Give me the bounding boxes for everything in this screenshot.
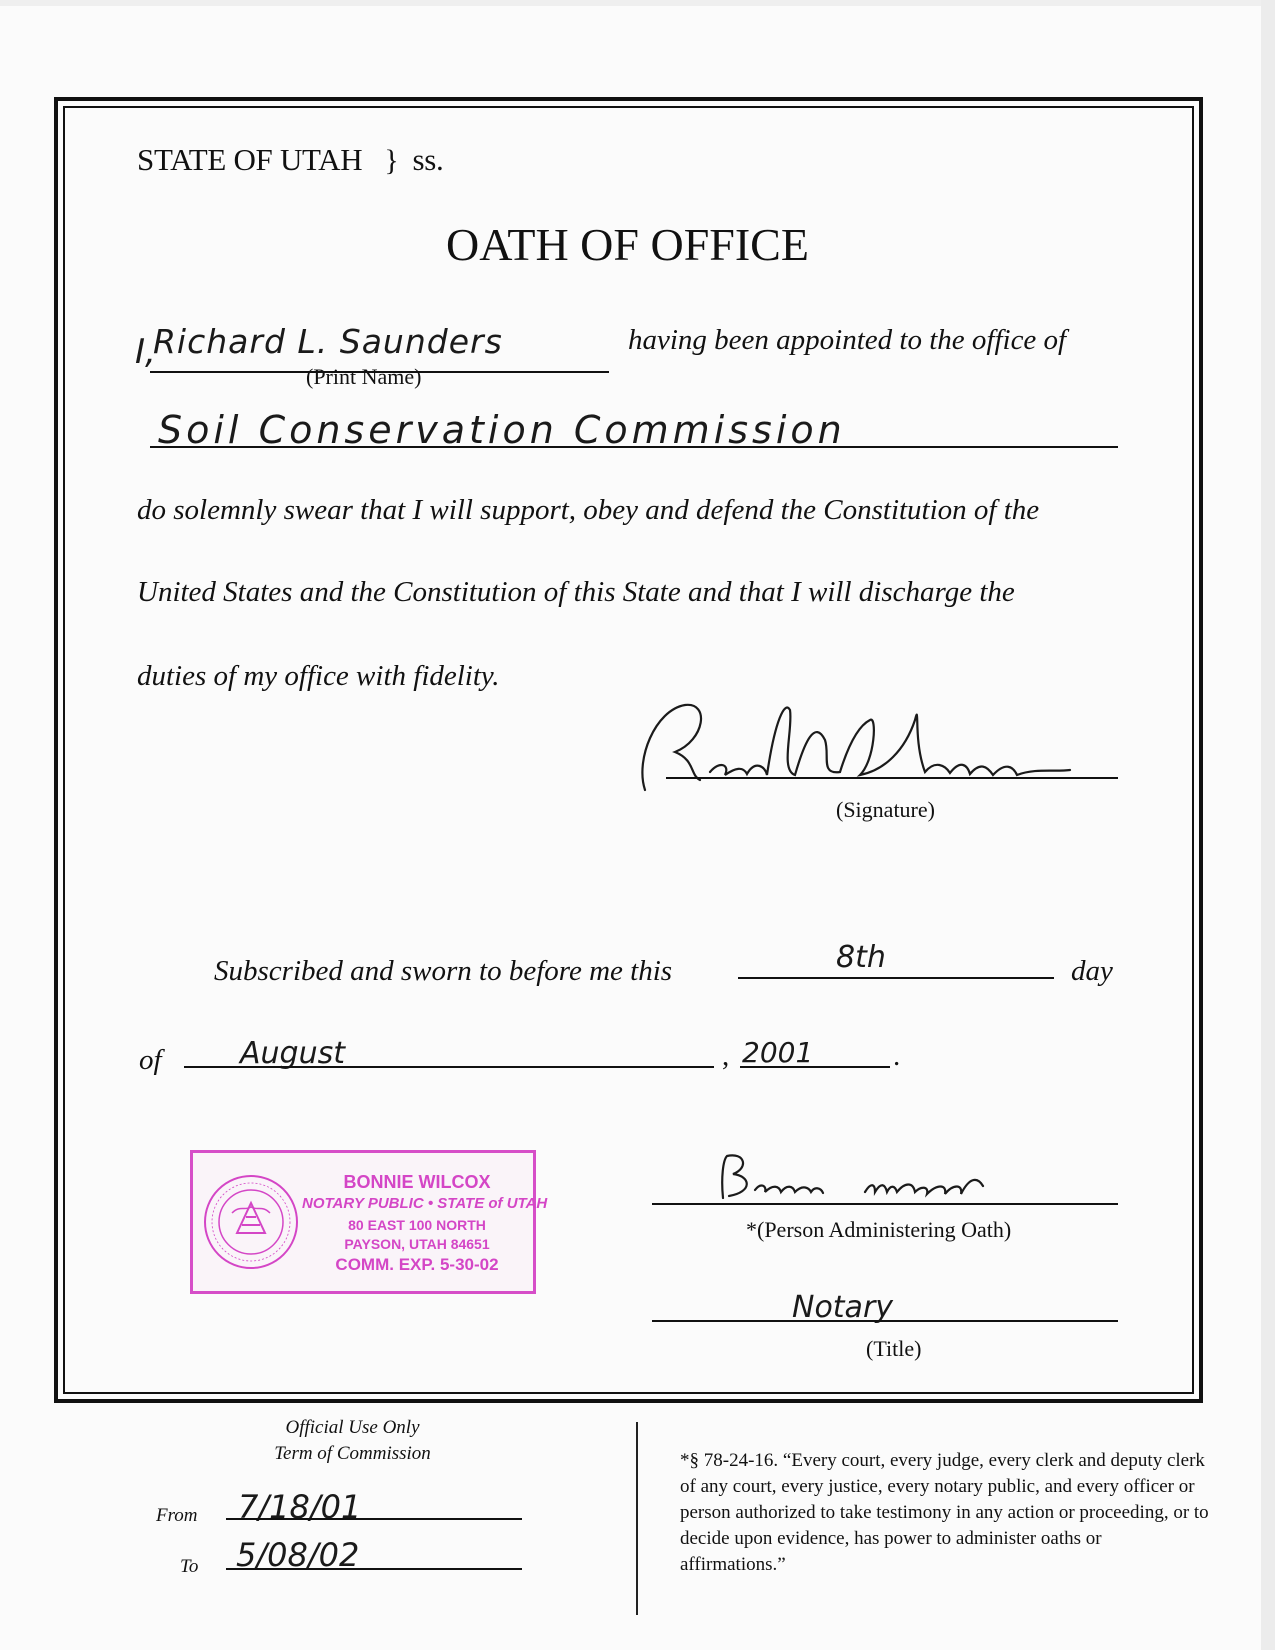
title-label: (Title) — [866, 1336, 922, 1361]
term-from-line — [226, 1518, 522, 1520]
venue-ss: ss. — [412, 142, 444, 177]
oath-line-2: United States and the Constitution of this State and that I will discharge the — [137, 576, 1015, 608]
sworn-text: Subscribed and sworn to before me this — [214, 955, 673, 987]
state-label: STATE OF UTAH — [137, 142, 363, 177]
date-comma: , — [722, 1040, 730, 1072]
office-line — [150, 446, 1118, 448]
administrator-line — [652, 1203, 1118, 1205]
stamp-address-2: PAYSON, UTAH 84651 — [344, 1236, 490, 1252]
print-name-label: (Print Name) — [306, 364, 422, 389]
official-use-heading: Official Use Only — [285, 1417, 420, 1438]
venue-brace: } — [384, 144, 399, 177]
statute-note: *§ 78-24-16. “Every court, every judge, every clerk and deputy clerk of any court, every justice, every notary public, and every officer or person authorized to take testimony in any action or proceeding, or to decide upon evidence, has power to administer oaths or affirmations.” — [680, 1450, 1209, 1575]
month-handwritten: August — [240, 1036, 345, 1071]
appointee-signature — [615, 680, 1085, 810]
day-line — [738, 977, 1054, 979]
term-to-handwritten: 5/08/02 — [236, 1536, 360, 1574]
title-line — [652, 1320, 1118, 1322]
stamp-address-1: 80 EAST 100 NORTH — [348, 1217, 486, 1233]
venue-heading — [137, 142, 443, 178]
oath-line-3: duties of my office with fidelity. — [137, 660, 500, 692]
term-to-label: To — [180, 1556, 199, 1577]
signature-label: (Signature) — [836, 797, 935, 822]
date-period: . — [893, 1040, 901, 1072]
signature-line — [666, 777, 1118, 779]
stamp-notary-title: NOTARY PUBLIC • STATE of UTAH — [302, 1195, 548, 1212]
pronoun-i: I, — [135, 332, 156, 372]
term-from-label: From — [156, 1505, 198, 1526]
of-word: of — [139, 1044, 162, 1076]
term-from-handwritten: 7/18/01 — [238, 1488, 362, 1526]
state-seal-icon — [202, 1173, 300, 1271]
scan-edge-top — [0, 0, 1275, 6]
day-word: day — [1071, 955, 1113, 987]
document-title: OATH OF OFFICE — [446, 219, 809, 270]
year-handwritten: 2001 — [742, 1036, 814, 1069]
office-name-handwritten: Soil Conservation Commission — [158, 408, 846, 452]
administrator-label: *(Person Administering Oath) — [746, 1217, 1012, 1242]
day-handwritten: 8th — [836, 940, 886, 975]
title-handwritten: Notary — [792, 1290, 894, 1325]
oath-line-1: do solemnly swear that I will support, obey and defend the Constitution of the — [137, 494, 1040, 526]
month-line — [184, 1066, 714, 1068]
footer-divider — [636, 1422, 638, 1615]
appointment-text: having been appointed to the office of — [628, 324, 1067, 356]
stamp-commission-expiration: COMM. EXP. 5-30-02 — [335, 1255, 499, 1274]
printed-name-handwritten: Richard L. Saunders — [153, 322, 503, 361]
year-line — [740, 1066, 890, 1068]
term-of-commission-heading: Term of Commission — [274, 1443, 431, 1464]
term-to-line — [226, 1568, 522, 1570]
administrator-signature — [715, 1148, 1035, 1208]
stamp-notary-name: BONNIE WILCOX — [343, 1172, 491, 1192]
scan-edge-right — [1261, 0, 1275, 1650]
